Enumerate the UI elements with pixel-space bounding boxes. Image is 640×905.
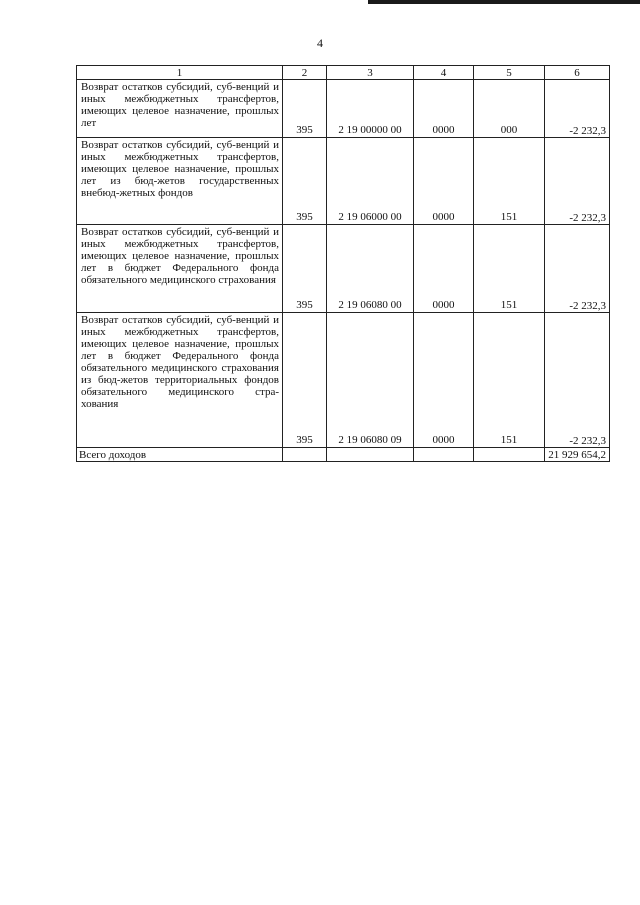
row-eco-code: 151 xyxy=(474,138,545,225)
table-row xyxy=(77,313,610,448)
column-header: 4 xyxy=(414,66,474,80)
row-amount: -2 232,3 xyxy=(545,138,610,225)
column-header: 5 xyxy=(474,66,545,80)
row-eco-code: 000 xyxy=(474,80,545,138)
row-amount: -2 232,3 xyxy=(545,80,610,138)
total-label: Всего доходов xyxy=(77,448,283,462)
row-kbk: 2 19 00000 00 xyxy=(327,80,414,138)
table-total-row xyxy=(77,448,610,462)
row-eco-code: 151 xyxy=(474,225,545,313)
revenue-table xyxy=(76,65,610,462)
row-kbk: 2 19 06080 09 xyxy=(327,313,414,448)
total-empty-cell xyxy=(414,448,474,462)
table-row xyxy=(77,225,610,313)
page-number: 4 xyxy=(317,36,323,50)
column-header: 6 xyxy=(545,66,610,80)
row-admin-code: 395 xyxy=(283,313,327,448)
row-admin-code: 395 xyxy=(283,138,327,225)
column-header: 2 xyxy=(283,66,327,80)
column-header: 1 xyxy=(77,66,283,80)
row-admin-code: 395 xyxy=(283,225,327,313)
total-amount: 21 929 654,2 xyxy=(545,448,610,462)
table-header-row xyxy=(77,66,610,80)
table-row xyxy=(77,80,610,138)
total-empty-cell xyxy=(327,448,414,462)
row-kbk: 2 19 06080 00 xyxy=(327,225,414,313)
column-header: 3 xyxy=(327,66,414,80)
row-amount: -2 232,3 xyxy=(545,313,610,448)
row-eco-code: 151 xyxy=(474,313,545,448)
row-program-code: 0000 xyxy=(414,225,474,313)
row-description: Возврат остатков субсидий, суб-венций и иных межбюджетных трансфертов, имеющих целевое назначение, прошлых лет в бюджет Федерального фонда обязательного медицинского страхования из бюд-жетов территориальных фондов обязательного медицинского стра-хования xyxy=(77,313,283,448)
page-top-edge xyxy=(368,0,640,4)
row-kbk: 2 19 06000 00 xyxy=(327,138,414,225)
total-empty-cell xyxy=(283,448,327,462)
row-admin-code: 395 xyxy=(283,80,327,138)
row-amount: -2 232,3 xyxy=(545,225,610,313)
row-program-code: 0000 xyxy=(414,80,474,138)
row-program-code: 0000 xyxy=(414,138,474,225)
table-row xyxy=(77,138,610,225)
total-empty-cell xyxy=(474,448,545,462)
row-program-code: 0000 xyxy=(414,313,474,448)
row-description: Возврат остатков субсидий, суб-венций и иных межбюджетных трансфертов, имеющих целевое назначение, прошлых лет из бюд-жетов государственных внебюд-жетных фондов xyxy=(77,138,283,225)
row-description: Возврат остатков субсидий, суб-венций и иных межбюджетных трансфертов, имеющих целевое назначение, прошлых лет xyxy=(77,80,283,138)
row-description: Возврат остатков субсидий, суб-венций и иных межбюджетных трансфертов, имеющих целевое назначение, прошлых лет в бюджет Федерального фонда обязательного медицинского страхования xyxy=(77,225,283,313)
